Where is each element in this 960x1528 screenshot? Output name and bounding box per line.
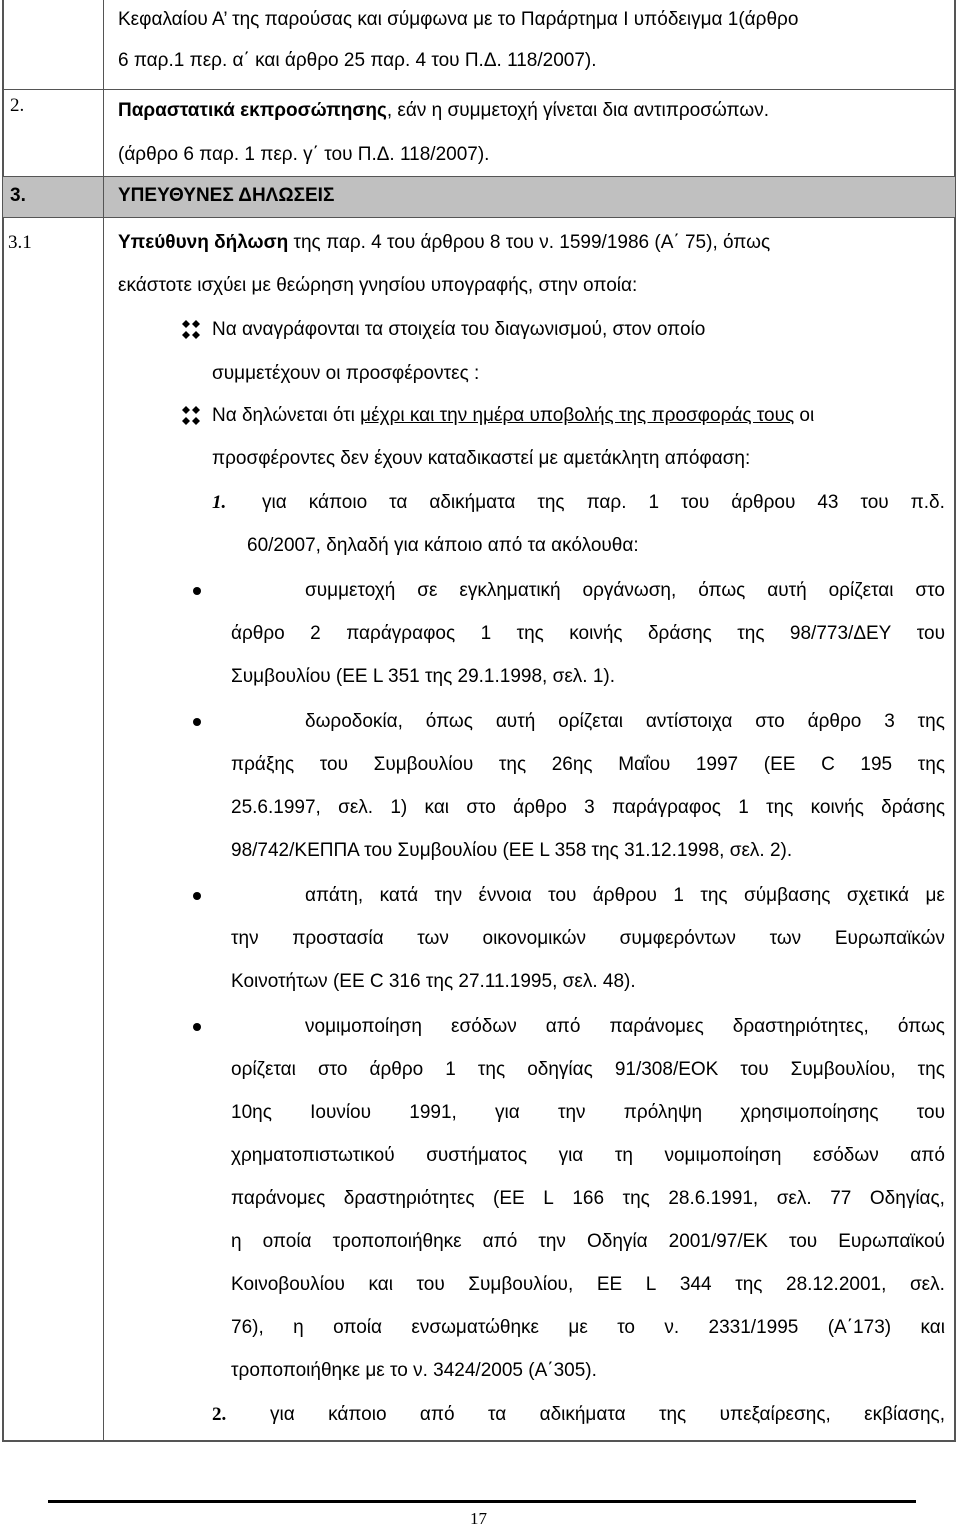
word: της — [917, 1059, 945, 1080]
word: Ευρωπαϊκών — [834, 928, 945, 949]
row-number: 3.1 — [8, 232, 32, 253]
word: του — [548, 885, 577, 906]
offence-4-line-4 — [231, 1146, 945, 1165]
word: 28.6.1991, — [668, 1188, 759, 1209]
word: δωροδοκία, — [305, 711, 403, 732]
word: Συμβουλίου — [373, 754, 474, 775]
word: 3 — [884, 711, 895, 732]
word: παράνομες — [609, 1016, 704, 1037]
word: τα — [389, 492, 408, 513]
word: άρθρο — [369, 1059, 424, 1080]
offence-2-line-3 — [231, 798, 945, 817]
word: και — [424, 797, 450, 818]
offence-4-line-7 — [231, 1275, 945, 1294]
continuation-line-1: Κεφαλαίου Α’ της παρούσας και σύμφωνα με το Παράρτημα Ι υπόδειγμα 1(άρθρο — [118, 9, 799, 30]
word: της — [917, 754, 945, 775]
row-31-text: της παρ. 4 του άρθρου 8 του ν. 1599/1986 (Α΄ 75), όπως — [288, 232, 771, 253]
row-2-text: , εάν η συμμετοχή γίνεται δια αντιπροσώπων. — [386, 100, 769, 121]
declaration-item-2-line-2: προσφέροντες δεν έχουν καταδικαστεί με αμετάκλητη απόφαση: — [212, 448, 751, 469]
row-31-line-2: εκάστοτε ισχύει με θεώρηση γνησίου υπογραφής, στην οποία: — [118, 275, 638, 296]
offence-4-line-2 — [231, 1060, 945, 1079]
word: προστασία — [292, 928, 384, 949]
offence-1-line-2 — [231, 624, 945, 643]
offence-4-line-9: τροποποιήθηκε με το ν. 3424/2005 (Α΄305). — [231, 1360, 597, 1381]
word: για — [262, 492, 287, 513]
word: ν. — [664, 1317, 680, 1338]
word: εσόδων — [813, 1145, 879, 1166]
word: του — [788, 1231, 818, 1252]
word: Ιουνίου — [310, 1102, 372, 1123]
word: εγκληματική — [459, 580, 561, 601]
offence-2-line-1 — [305, 712, 945, 731]
word: οργάνωση, — [582, 580, 677, 601]
word: 26ης — [551, 754, 593, 775]
word: της — [477, 1059, 506, 1080]
word: του — [681, 492, 710, 513]
word: κοινής — [569, 623, 623, 644]
declaration-item-1-line-2: συμμετέχουν οι προσφέροντες : — [212, 363, 480, 384]
offence-4-line-8 — [231, 1318, 945, 1337]
word: χρησιμοποίησης — [740, 1102, 879, 1123]
word: από — [419, 1404, 455, 1425]
word: απάτη, — [305, 885, 364, 906]
word: 1 — [480, 623, 492, 644]
word: πρόληψη — [623, 1102, 703, 1123]
offence-4-line-1 — [305, 1017, 945, 1036]
word: (ΕΕ — [493, 1188, 525, 1209]
word: 76), — [231, 1317, 264, 1338]
word: την — [434, 885, 463, 906]
word: 1 — [445, 1059, 456, 1080]
word: όπως — [698, 580, 746, 601]
word: παράγραφος — [612, 797, 721, 818]
word: 91/308/ΕΟΚ — [614, 1059, 719, 1080]
word: Ευρωπαϊκού — [838, 1231, 945, 1252]
word: αυτή — [495, 711, 536, 732]
offence-4-line-5 — [231, 1189, 945, 1208]
word: σελ. — [776, 1188, 812, 1209]
word: κατά — [379, 885, 419, 906]
word: σύμβασης — [744, 885, 831, 906]
word: ορίζεται — [828, 580, 894, 601]
word: (Α΄173) — [827, 1317, 892, 1338]
word: για — [270, 1404, 295, 1425]
word: 2331/1995 — [708, 1317, 799, 1338]
word: για — [495, 1102, 520, 1123]
word: χρηματοπιστωτικού — [231, 1145, 395, 1166]
word: της — [737, 623, 765, 644]
offence-3-line-1 — [305, 886, 945, 905]
word: το — [617, 1317, 635, 1338]
word: σελ. — [338, 797, 374, 818]
word: της — [498, 754, 527, 775]
offence-4-line-3 — [231, 1103, 945, 1122]
word: των — [417, 928, 449, 949]
word: από — [910, 1145, 945, 1166]
word: των — [769, 928, 802, 949]
word: οποία — [333, 1317, 382, 1338]
word: 77 — [830, 1188, 852, 1209]
row-2-line-1 — [118, 101, 769, 120]
row-number: 2. — [10, 95, 25, 116]
word: 43 — [817, 492, 839, 513]
word: σε — [417, 580, 438, 601]
word: άρθρου — [731, 492, 796, 513]
declaration-item-2-underlined: μέχρι και την ημέρα υποβολής της προσφοράς τους — [360, 405, 795, 426]
word: άρθρο — [231, 623, 285, 644]
row-31-bold: Υπεύθυνη δήλωση — [118, 232, 289, 253]
declaration-item-2-pre: Να δηλώνεται ότι — [212, 405, 361, 426]
row-divider — [2, 176, 956, 177]
word: 1997 — [695, 754, 739, 775]
word: 28.12.2001, — [786, 1274, 887, 1295]
word: L — [645, 1274, 657, 1295]
word: και — [920, 1317, 945, 1338]
offence-1-line-3: Συμβουλίου (ΕΕ L 351 της 29.1.1998, σελ. 1). — [231, 666, 616, 687]
row-divider — [2, 89, 956, 90]
word: του — [416, 1274, 445, 1295]
word: αυτή — [767, 580, 807, 601]
word: της — [735, 1274, 763, 1295]
word: 1) — [390, 797, 408, 818]
numbered-item-1-line-1 — [262, 493, 945, 512]
numbered-item-2-line-1 — [270, 1405, 945, 1424]
word: πράξης — [231, 754, 295, 775]
word: δράσης — [881, 797, 945, 818]
declaration-item-2-post: οι — [794, 405, 815, 426]
continuation-line-2: 6 παρ.1 περ. α΄ και άρθρο 25 παρ. 4 του Π.Δ. 118/2007). — [118, 50, 597, 71]
word: άρθρο — [807, 711, 862, 732]
diamond-bullet-icon — [180, 319, 202, 341]
word: Οδηγίας, — [869, 1188, 945, 1209]
word: την — [557, 1102, 586, 1123]
word: 2001/97/ΕΚ — [668, 1231, 768, 1252]
word: από — [545, 1016, 581, 1037]
word: του — [916, 1102, 945, 1123]
word: 1 — [738, 797, 749, 818]
word: κοινής — [810, 797, 864, 818]
word: παράγραφος — [346, 623, 456, 644]
word: Κοινοβουλίου — [231, 1274, 345, 1295]
word: C — [821, 754, 835, 775]
word: του — [916, 623, 945, 644]
word: της — [622, 1188, 650, 1209]
word: στο — [317, 1059, 348, 1080]
word: της — [917, 711, 945, 732]
word: της — [658, 1404, 687, 1425]
row-2-bold: Παραστατικά εκπροσώπησης — [118, 100, 387, 121]
word: κάποιο — [308, 492, 368, 513]
word: 2 — [310, 623, 321, 644]
row-number: 3. — [10, 185, 26, 206]
word: Συμβουλίου, — [468, 1274, 574, 1295]
word: 344 — [679, 1274, 712, 1295]
word: με — [568, 1317, 588, 1338]
footer-rule — [48, 1500, 916, 1503]
word: ΕΕ — [596, 1274, 623, 1295]
offence-3-line-3: Κοινοτήτων (ΕΕ C 316 της 27.11.1995, σελ. 48). — [231, 971, 636, 992]
word: για — [558, 1145, 584, 1166]
word: παράνομες — [231, 1188, 326, 1209]
offence-1-line-1 — [305, 581, 945, 600]
word: άρθρο — [513, 797, 567, 818]
word: έννοια — [478, 885, 532, 906]
word: της — [766, 797, 794, 818]
word: του — [740, 1059, 769, 1080]
word: την — [231, 928, 259, 949]
word: 1 — [648, 492, 660, 513]
word: παρ. — [586, 492, 627, 513]
word: L — [543, 1188, 554, 1209]
word: δραστηριότητες — [343, 1188, 475, 1209]
word: του — [860, 492, 889, 513]
word: με — [925, 885, 945, 906]
word: της — [516, 623, 544, 644]
declaration-item-1-line-1: Να αναγράφονται τα στοιχεία του διαγωνισμού, στον οποίο — [212, 319, 706, 340]
word: την — [538, 1231, 566, 1252]
offence-2-line-2 — [231, 755, 945, 774]
word: Οδηγία — [586, 1231, 648, 1252]
row-31-line-1 — [118, 233, 770, 252]
word: από — [482, 1231, 518, 1252]
numbered-item-2-number: 2. — [212, 1404, 227, 1425]
word: άρθρου — [592, 885, 657, 906]
row-divider — [2, 217, 956, 218]
word: αδικήματα — [429, 492, 516, 513]
section-title: ΥΠΕΥΘΥΝΕΣ ΔΗΛΩΣΕΙΣ — [118, 185, 335, 206]
word: αδικήματα — [539, 1404, 626, 1425]
word: 3 — [584, 797, 595, 818]
declaration-item-2-line-1 — [212, 406, 814, 425]
word: τα — [487, 1404, 507, 1425]
word: δράσης — [647, 623, 712, 644]
word: 1991, — [409, 1102, 457, 1123]
word: συμφερόντων — [619, 928, 736, 949]
word: σελ. — [909, 1274, 945, 1295]
word: της — [537, 492, 565, 513]
word: 1 — [673, 885, 684, 906]
word: 10ης — [231, 1102, 272, 1123]
word: όπως — [425, 711, 473, 732]
word: 195 — [860, 754, 893, 775]
bullet-icon — [193, 587, 201, 595]
word: κάποιο — [328, 1404, 387, 1425]
word: (ΕΕ — [763, 754, 796, 775]
word: στο — [915, 580, 945, 601]
word: νομιμοποίηση — [664, 1145, 782, 1166]
word: 25.6.1997, — [231, 797, 321, 818]
word: 166 — [572, 1188, 605, 1209]
word: οποία — [262, 1231, 312, 1252]
word: ορίζεται — [558, 711, 624, 732]
word: σχετικά — [846, 885, 910, 906]
word: και — [368, 1274, 393, 1295]
word: εκβίασης, — [864, 1404, 945, 1425]
word: αντίστοιχα — [645, 711, 733, 732]
offence-4-line-6 — [231, 1232, 945, 1251]
offence-3-line-2 — [231, 929, 945, 948]
word: στο — [466, 797, 496, 818]
word: εσόδων — [451, 1016, 517, 1037]
word: ενσωματώθηκε — [411, 1317, 540, 1338]
word: νομιμοποίηση — [305, 1016, 422, 1037]
word: ορίζεται — [231, 1059, 296, 1080]
row-2-line-2: (άρθρο 6 παρ. 1 περ. γ΄ του Π.Δ. 118/2007). — [118, 144, 490, 165]
word: συστήματος — [426, 1145, 527, 1166]
word: του — [319, 754, 348, 775]
word: π.δ. — [910, 492, 945, 513]
bullet-icon — [193, 892, 201, 900]
word: συμμετοχή — [305, 580, 396, 601]
word: Συμβουλίου, — [790, 1059, 896, 1080]
bullet-icon — [193, 1023, 201, 1031]
numbered-item-1-number: 1. — [212, 492, 227, 513]
word: τη — [614, 1145, 633, 1166]
word: τροποποιήθηκε — [332, 1231, 462, 1252]
offence-2-line-4: 98/742/ΚΕΠΠΑ του Συμβουλίου (ΕΕ L 358 της 31.12.1998, σελ. 2). — [231, 840, 793, 861]
word: η — [293, 1317, 304, 1338]
numbered-item-1-line-2: 60/2007, δηλαδή για κάποιο από τα ακόλουθα: — [247, 535, 639, 556]
word: όπως — [897, 1016, 945, 1037]
page-number: 17 — [470, 1509, 487, 1528]
word: της — [700, 885, 728, 906]
word: η — [231, 1231, 242, 1252]
word: οδηγίας — [527, 1059, 593, 1080]
word: Μαΐου — [618, 754, 671, 775]
diamond-bullet-icon — [180, 405, 202, 427]
word: στο — [755, 711, 785, 732]
word: δραστηριότητες, — [732, 1016, 869, 1037]
word: οικονομικών — [482, 928, 586, 949]
word: 98/773/ΔΕΥ — [789, 623, 892, 644]
bullet-icon — [193, 718, 201, 726]
word: υπεξαίρεσης, — [719, 1404, 831, 1425]
